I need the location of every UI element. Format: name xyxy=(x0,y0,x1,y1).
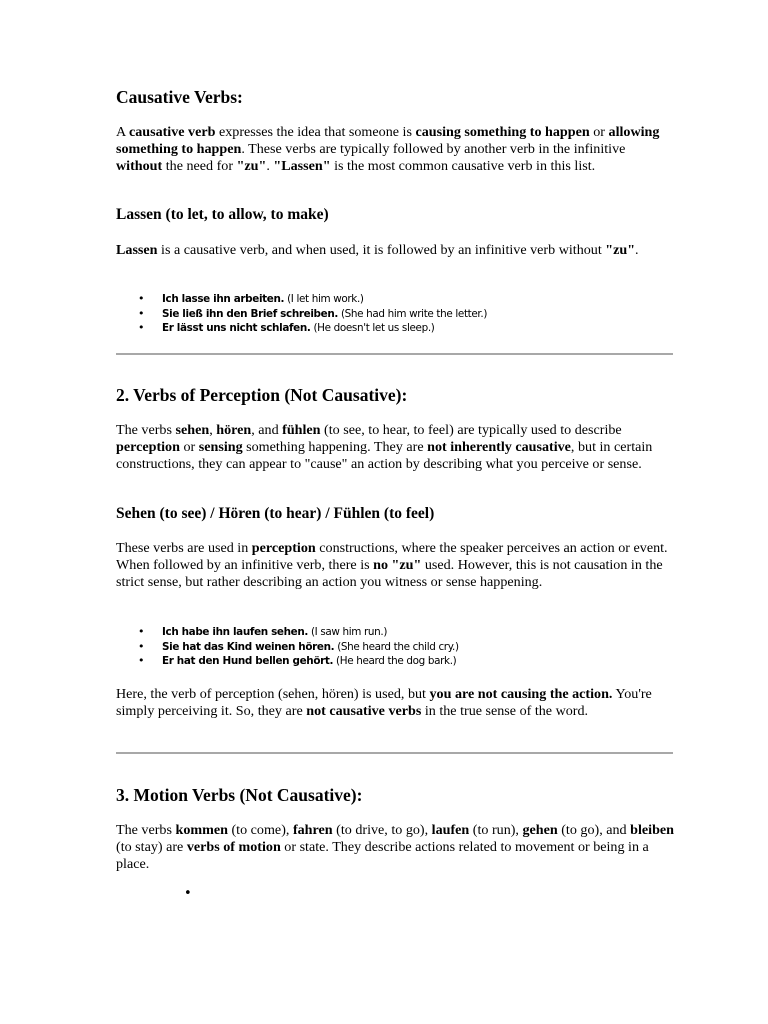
list-item: • Sie hat das Kind weinen hören. (She heard the child cry.) xyxy=(138,639,459,653)
list-item: • Ich habe ihn laufen sehen. (I saw him run.) xyxy=(138,625,388,638)
perception-closing-paragraph: Here, the verb of perception (sehen, hören) is used, but you are not causing the action. You're simply perceiving it. So, they are not causative verbs in the true sense of the word. xyxy=(116,686,652,719)
bullet-icon: • xyxy=(184,886,192,901)
section-title-causative: Causative Verbs: xyxy=(116,87,243,107)
subtitle-lassen: Lassen (to let, to allow, to make) xyxy=(116,206,329,223)
bullet-icon: • xyxy=(138,306,145,320)
causative-intro-paragraph: A causative verb expresses the idea that someone is causing something to happen or allowing something to happen. These verbs are typically followed by another verb in the infinitive without the need for "zu". "Lassen" is the most common causative verb in this list. xyxy=(116,124,660,174)
list-item: • Er hat den Hund bellen gehört. (He heard the dog bark.) xyxy=(138,654,457,668)
perception-examples-list xyxy=(116,625,656,669)
section-title-motion: 3. Motion Verbs (Not Causative): xyxy=(116,785,363,805)
perception-paragraph: These verbs are used in perception constructions, where the speaker perceives an action or event. When followed by an infinitive verb, there is no "zu" used. However, this is not causation in the strict sense, but rather describing an action you witness or sense happening. xyxy=(116,540,668,590)
bullet-icon: • xyxy=(138,639,145,653)
section-divider xyxy=(116,353,673,355)
list-item: • Ich lasse ihn arbeiten. (I let him work.) xyxy=(138,292,364,305)
section-divider xyxy=(116,752,673,754)
perception-intro-paragraph: The verbs sehen, hören, and fühlen (to see, to hear, to feel) are typically used to describe perception or sensing something happening. They are not inherently causative, but in certain constructions, they can appear to "cause" an action by describing what you perceive or sense. xyxy=(116,422,653,472)
bullet-icon: • xyxy=(138,625,145,638)
list-item: • Sie ließ ihn den Brief schreiben. (She had him write the letter.) xyxy=(138,306,488,320)
subtitle-perception-verbs: Sehen (to see) / Hören (to hear) / Fühlen (to feel) xyxy=(116,505,435,522)
bullet-icon: • xyxy=(138,292,145,305)
lassen-examples-list xyxy=(116,292,656,336)
motion-intro-paragraph: The verbs kommen (to come), fahren (to drive, to go), laufen (to run), gehen (to go), and bleiben (to stay) are verbs of motion or state. They describe actions related to movement or being in a place. xyxy=(116,822,674,872)
lassen-paragraph: Lassen is a causative verb, and when used, it is followed by an infinitive verb without "zu". xyxy=(116,242,639,258)
bullet-icon: • xyxy=(138,654,145,668)
bullet-icon: • xyxy=(138,321,145,335)
list-item: • Er lässt uns nicht schlafen. (He doesn't let us sleep.) xyxy=(138,321,435,335)
section-title-perception: 2. Verbs of Perception (Not Causative): xyxy=(116,385,408,405)
